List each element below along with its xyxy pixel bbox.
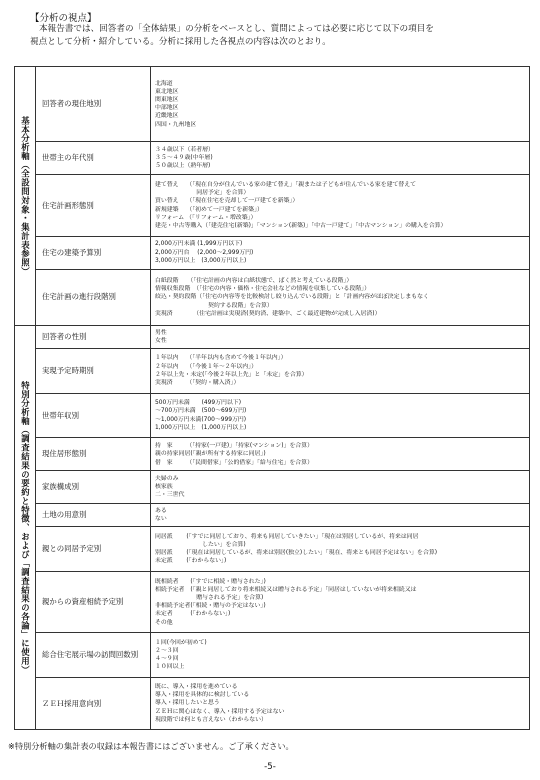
content-line: 1,000万円以上 (1,000万円以上) bbox=[155, 424, 247, 431]
content-line: 3,000万円以上 (3,000万円以上) bbox=[155, 257, 247, 264]
axis-content bbox=[151, 633, 530, 678]
content-line: 契約する段階」を合算） bbox=[155, 302, 273, 309]
content-line: ４～９回 bbox=[155, 656, 179, 663]
content-line: 導入・採用したいと思う bbox=[155, 700, 220, 707]
content-line: 絞込・契約段階（「住宅の内容等を比較検討し絞り込んでいる段階」と「計画内容がほぼ決定しまもなく bbox=[155, 294, 429, 301]
axis-content bbox=[151, 326, 530, 349]
table-row bbox=[15, 393, 530, 438]
group-label-cell bbox=[15, 326, 36, 730]
content-line: 500万円未満 (499万円以下) bbox=[155, 400, 241, 407]
axis-name: 実現予定時期別 bbox=[36, 349, 151, 394]
content-line: 非相続予定者(「相続・贈与の予定はない」) bbox=[155, 603, 266, 610]
content-line: 持 家 （「持家(一戸建)」「持家(マンション)」を合算） bbox=[155, 443, 314, 450]
content-line: 2,000万円台 (2,000～2,999万円) bbox=[155, 249, 254, 256]
content-line: ２年以内 （「今後１年～２年以内」） bbox=[155, 363, 258, 370]
content-line: １年以内 （「半年以内も含めて今後１年以内」） bbox=[155, 355, 287, 362]
content-line: 中部地区 bbox=[155, 105, 179, 112]
axis-name: 住宅計画形態別 bbox=[36, 175, 151, 236]
intro-line: 本報告書では、回答者の「全体結果」の分析をベースとし、質問によっては必要に応じて以下の項目を bbox=[39, 24, 434, 34]
content-line: 関東地区 bbox=[155, 96, 179, 103]
table-row bbox=[15, 438, 530, 471]
table-row bbox=[15, 175, 530, 236]
content-line: その他 bbox=[155, 619, 173, 626]
intro-paragraph bbox=[30, 23, 520, 49]
content-line: 未定派 (「わからない」) bbox=[155, 558, 227, 565]
axis-content bbox=[151, 349, 530, 394]
content-line: １０回以上 bbox=[155, 664, 185, 671]
group-label-cell bbox=[15, 67, 36, 326]
content-line: したい」を合算) bbox=[155, 541, 246, 548]
content-line: 四国・九州地区 bbox=[155, 121, 197, 128]
content-line: ＺＥＨに関心はなく、導入・採用する予定はない bbox=[155, 708, 285, 715]
content-line: 情報収集段階 （「住宅の内容・価格・住宅会社などの情報を収集している段階」） bbox=[155, 286, 370, 293]
table-row bbox=[15, 67, 530, 142]
content-line: 建て替え （「現在自分が住んでいる家の建て替え」「親または子どもが住んでいる家を建て替えて bbox=[155, 181, 417, 188]
content-line: 北海道 bbox=[155, 80, 173, 87]
content-line: 2,000万円未満 (1,999万円以下) bbox=[155, 241, 243, 248]
axis-content bbox=[151, 236, 530, 269]
content-line: ５０歳以上（熟年層) bbox=[155, 163, 211, 170]
table-row bbox=[15, 504, 530, 527]
content-line: 贈与される予定」を合算) bbox=[155, 594, 264, 601]
footnote: ※特別分析軸の集計表の収録は本報告書にはございません。ご了承ください。 bbox=[8, 741, 294, 751]
axis-content bbox=[151, 142, 530, 175]
axis-name: 世帯年収別 bbox=[36, 393, 151, 438]
axis-name: 土地の用意別 bbox=[36, 504, 151, 527]
content-line: ～1,000万円未満(700～999万円) bbox=[155, 416, 247, 423]
content-line: 既相続者 (「すでに相続・贈与された」) bbox=[155, 578, 266, 585]
content-line: ２～３回 bbox=[155, 648, 179, 654]
content-line: 女性 bbox=[155, 338, 167, 345]
content-line: 実現済 （「契約・購入済」） bbox=[155, 380, 240, 387]
content-line: 導入・採用を具体的に検討している bbox=[155, 692, 250, 699]
analysis-axes-table bbox=[14, 66, 530, 730]
content-line: 近畿地区 bbox=[155, 113, 179, 120]
content-line: ２年以上先・未定(「今後２年以上先」と「未定」を合算） bbox=[155, 371, 308, 378]
content-line: １回(今回が初めて) bbox=[155, 639, 207, 646]
content-line: ３４歳以下（若者層） bbox=[155, 147, 214, 153]
axis-content bbox=[151, 471, 530, 504]
content-line: 買い替え （「現在住宅を売却して一戸建てを新築」） bbox=[155, 198, 299, 205]
axis-name: 総合住宅展示場の訪問回数別 bbox=[36, 633, 151, 678]
axis-name: 回答者の性別 bbox=[36, 326, 151, 349]
axis-content bbox=[151, 269, 530, 325]
axis-content bbox=[151, 678, 530, 730]
table-row bbox=[15, 236, 530, 269]
axis-name: 住宅計画の進行段階別 bbox=[36, 269, 151, 325]
table-row bbox=[15, 527, 530, 572]
content-line: ３５～４９歳(中年層) bbox=[155, 155, 213, 162]
content-line: ある bbox=[155, 508, 167, 515]
content-line: 夫婦のみ bbox=[155, 476, 179, 483]
content-line: ～700万円未満 (500～699万円) bbox=[155, 408, 247, 415]
axis-content bbox=[151, 527, 530, 572]
axis-content bbox=[151, 67, 530, 142]
axis-content bbox=[151, 504, 530, 527]
content-line: 男性 bbox=[155, 329, 167, 336]
content-line: 同居派 (「すでに同居しており、将来も同居していきたい」「現在は別居しているが、将来は同居 bbox=[155, 533, 419, 540]
table-row bbox=[15, 326, 530, 349]
content-line: 既に、導入・採用を進めている bbox=[155, 684, 238, 691]
content-line: 現段階では何とも言えない（わからない） bbox=[155, 716, 267, 723]
table-row bbox=[15, 633, 530, 678]
content-line: 同居予定」を合算） bbox=[155, 190, 250, 197]
content-line: 親の持家同居(「親が所有する持家に同居」) bbox=[155, 451, 266, 458]
content-line: 別居派 (「現在は同居しているが、将来は別居(独立)したい」「現在、将来とも同居予定はない」を合算) bbox=[155, 550, 438, 557]
group-label: 基本分析軸（全設問対象・集計表参照） bbox=[20, 116, 31, 277]
axis-content bbox=[151, 175, 530, 236]
table-row bbox=[15, 142, 530, 175]
axis-content bbox=[151, 571, 530, 632]
content-line: 相続予定者 (「親と同居しており将来相続又は贈与される予定」「同居はしていないが将来相続又は bbox=[155, 586, 417, 593]
content-line: ない bbox=[155, 516, 167, 523]
content-line: 実現済 （住宅計画は実現済(契約済、建築中、ごく最近建物が完成し入居済)） bbox=[155, 310, 381, 317]
table-row bbox=[15, 349, 530, 394]
content-line: リフォーム （「リフォーム・増改築」） bbox=[155, 214, 257, 221]
group-label: 特別分析軸（調査結果の要約と特徴、および「調査結果の各論」に使用） bbox=[20, 380, 31, 675]
axis-name: 現住居形態別 bbox=[36, 438, 151, 471]
axis-name: 家族構成別 bbox=[36, 471, 151, 504]
axis-name: 親からの資産相続予定別 bbox=[36, 571, 151, 632]
table-row bbox=[15, 269, 530, 325]
content-line: 新規建築 （「初めて一戸建てを新築」） bbox=[155, 206, 263, 213]
content-line: 東北地区 bbox=[155, 88, 179, 95]
intro-line: 視点として分析・紹介している。分析に採用した各視点の内容は次のとおり。 bbox=[30, 37, 331, 47]
table-row bbox=[15, 471, 530, 504]
axis-name: 親との同居予定別 bbox=[36, 527, 151, 572]
axis-name: ＺＥＨ採用意向別 bbox=[36, 678, 151, 730]
axis-name: 世帯主の年代別 bbox=[36, 142, 151, 175]
content-line: 借 家 （「民間借家」「公的借家」「給与住宅」を合算） bbox=[155, 459, 313, 466]
content-line: 未定者 (「わからない」) bbox=[155, 611, 231, 618]
content-line: 核家族 bbox=[155, 484, 173, 491]
content-line: 建売・中古等購入（「建売住宅(新築)」「マンション(新築)」「中古一戸建て」「中古マンション」の購入を合算） bbox=[155, 222, 447, 229]
axis-name: 住宅の建築予算別 bbox=[36, 236, 151, 269]
table-row bbox=[15, 678, 530, 730]
axis-content bbox=[151, 438, 530, 471]
table-row bbox=[15, 571, 530, 632]
page-number: -5- bbox=[264, 762, 276, 772]
content-line: 二・三世代 bbox=[155, 492, 185, 499]
content-line: 白紙段階 （「住宅計画の内容は白紙状態で、ばく然と考えている段階」） bbox=[155, 277, 353, 284]
axis-name: 回答者の現住地別 bbox=[36, 67, 151, 142]
axis-content bbox=[151, 393, 530, 438]
section-heading: 【分析の視点】 bbox=[30, 13, 97, 24]
